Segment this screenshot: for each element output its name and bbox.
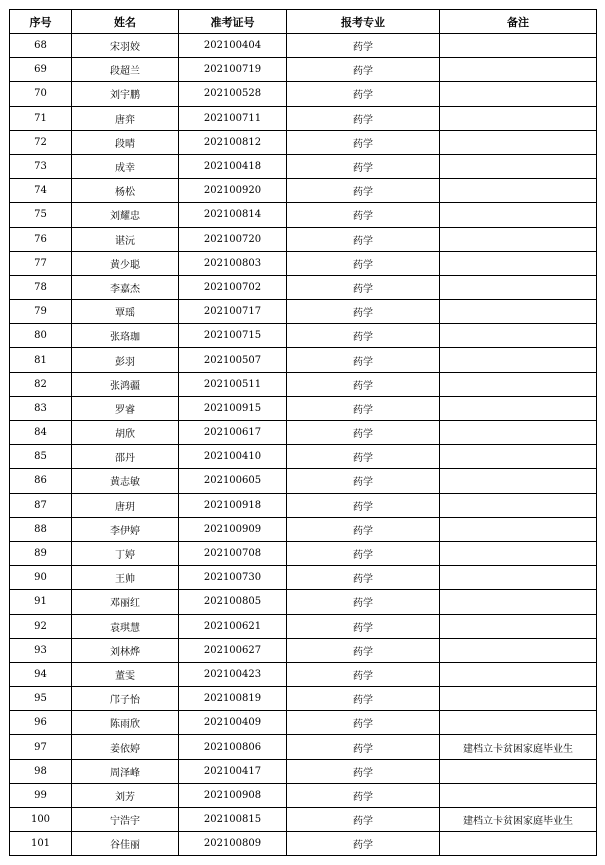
cell-index: 94 [10,662,72,686]
cell-index: 73 [10,154,72,178]
cell-remarks [440,687,597,711]
table-row [10,759,597,783]
cell-name: 成幸 [72,154,179,178]
cell-index: 78 [10,275,72,299]
cell-major: 药学 [287,300,440,324]
header-remarks: 备注 [440,10,597,34]
cell-index: 97 [10,735,72,759]
table-row [10,638,597,662]
cell-exam-number: 202100711 [179,106,287,130]
cell-exam-number: 202100805 [179,590,287,614]
table-row [10,662,597,686]
header-major: 报考专业 [287,10,440,34]
table-row [10,566,597,590]
cell-name: 段晴 [72,130,179,154]
cell-major: 药学 [287,832,440,856]
cell-remarks [440,711,597,735]
cell-major: 药学 [287,493,440,517]
cell-name: 王帅 [72,566,179,590]
table-row [10,324,597,348]
cell-exam-number: 202100915 [179,396,287,420]
cell-exam-number: 202100815 [179,808,287,832]
table-row [10,34,597,58]
cell-remarks [440,421,597,445]
cell-index: 74 [10,179,72,203]
table-row [10,227,597,251]
cell-major: 药学 [287,251,440,275]
table-row [10,517,597,541]
cell-index: 70 [10,82,72,106]
cell-exam-number: 202100702 [179,275,287,299]
header-row [10,10,597,34]
cell-name: 唐弈 [72,106,179,130]
cell-major: 药学 [287,154,440,178]
table-row [10,493,597,517]
table-row [10,783,597,807]
cell-name: 邓丽红 [72,590,179,614]
cell-exam-number: 202100730 [179,566,287,590]
cell-remarks [440,396,597,420]
table-row [10,396,597,420]
cell-remarks [440,541,597,565]
cell-major: 药学 [287,808,440,832]
cell-exam-number: 202100410 [179,445,287,469]
cell-index: 75 [10,203,72,227]
cell-name: 刘林烨 [72,638,179,662]
cell-name: 陈雨欣 [72,711,179,735]
cell-major: 药学 [287,396,440,420]
cell-name: 袁琪慧 [72,614,179,638]
cell-exam-number: 202100528 [179,82,287,106]
cell-name: 覃瑶 [72,300,179,324]
cell-exam-number: 202100404 [179,34,287,58]
cell-remarks [440,662,597,686]
cell-name: 李嘉杰 [72,275,179,299]
cell-name: 丁婷 [72,541,179,565]
cell-exam-number: 202100814 [179,203,287,227]
cell-major: 药学 [287,106,440,130]
table-header [10,10,597,34]
table-row [10,372,597,396]
cell-exam-number: 202100809 [179,832,287,856]
cell-exam-number: 202100507 [179,348,287,372]
cell-name: 罗睿 [72,396,179,420]
cell-exam-number: 202100708 [179,541,287,565]
table-row [10,300,597,324]
cell-exam-number: 202100920 [179,179,287,203]
cell-exam-number: 202100803 [179,251,287,275]
cell-remarks [440,469,597,493]
table-row [10,58,597,82]
cell-remarks [440,638,597,662]
cell-remarks [440,179,597,203]
cell-major: 药学 [287,566,440,590]
cell-major: 药学 [287,638,440,662]
cell-index: 84 [10,421,72,445]
cell-major: 药学 [287,58,440,82]
cell-index: 86 [10,469,72,493]
cell-remarks [440,227,597,251]
cell-remarks [440,783,597,807]
cell-remarks [440,590,597,614]
cell-index: 82 [10,372,72,396]
table-row [10,590,597,614]
cell-remarks [440,445,597,469]
cell-index: 96 [10,711,72,735]
cell-name: 张鸿疆 [72,372,179,396]
cell-name: 刘宇鹏 [72,82,179,106]
table-row [10,421,597,445]
cell-index: 69 [10,58,72,82]
cell-major: 药学 [287,445,440,469]
cell-major: 药学 [287,759,440,783]
cell-name: 谷佳丽 [72,832,179,856]
table-row [10,469,597,493]
cell-name: 黄志敏 [72,469,179,493]
table-row [10,203,597,227]
cell-exam-number: 202100418 [179,154,287,178]
cell-exam-number: 202100621 [179,614,287,638]
cell-name: 姜依婷 [72,735,179,759]
cell-remarks [440,82,597,106]
table-row [10,711,597,735]
cell-name: 周泽峰 [72,759,179,783]
cell-major: 药学 [287,324,440,348]
cell-remarks [440,34,597,58]
cell-major: 药学 [287,735,440,759]
cell-major: 药学 [287,469,440,493]
cell-major: 药学 [287,372,440,396]
header-name: 姓名 [72,10,179,34]
cell-name: 李伊婷 [72,517,179,541]
candidate-table [9,9,597,856]
cell-index: 72 [10,130,72,154]
cell-name: 黄少聪 [72,251,179,275]
table-row [10,154,597,178]
cell-index: 98 [10,759,72,783]
cell-major: 药学 [287,687,440,711]
table-row [10,130,597,154]
cell-exam-number: 202100605 [179,469,287,493]
table-row [10,808,597,832]
cell-exam-number: 202100717 [179,300,287,324]
table-row [10,735,597,759]
table-row [10,179,597,203]
cell-index: 93 [10,638,72,662]
cell-remarks [440,203,597,227]
cell-index: 90 [10,566,72,590]
cell-remarks: 建档立卡贫困家庭毕业生 [440,735,597,759]
cell-major: 药学 [287,541,440,565]
cell-major: 药学 [287,275,440,299]
cell-name: 段超兰 [72,58,179,82]
cell-remarks [440,614,597,638]
cell-major: 药学 [287,130,440,154]
cell-remarks [440,832,597,856]
cell-exam-number: 202100715 [179,324,287,348]
cell-index: 91 [10,590,72,614]
cell-remarks [440,154,597,178]
cell-index: 99 [10,783,72,807]
table-row [10,275,597,299]
cell-remarks [440,372,597,396]
cell-remarks [440,251,597,275]
cell-major: 药学 [287,662,440,686]
cell-name: 宁浩宇 [72,808,179,832]
cell-index: 101 [10,832,72,856]
cell-exam-number: 202100417 [179,759,287,783]
cell-index: 76 [10,227,72,251]
cell-remarks [440,348,597,372]
cell-remarks [440,493,597,517]
cell-index: 92 [10,614,72,638]
cell-index: 100 [10,808,72,832]
cell-remarks [440,300,597,324]
table-row [10,348,597,372]
cell-name: 董雯 [72,662,179,686]
cell-index: 89 [10,541,72,565]
cell-name: 宋羽姣 [72,34,179,58]
cell-index: 87 [10,493,72,517]
header-exam-number: 准考证号 [179,10,287,34]
cell-major: 药学 [287,82,440,106]
table-row [10,82,597,106]
cell-index: 77 [10,251,72,275]
table-row [10,614,597,638]
table-row [10,251,597,275]
cell-name: 邵丹 [72,445,179,469]
cell-name: 刘耀忠 [72,203,179,227]
cell-name: 杨松 [72,179,179,203]
cell-name: 刘芳 [72,783,179,807]
cell-remarks [440,324,597,348]
cell-exam-number: 202100720 [179,227,287,251]
cell-index: 68 [10,34,72,58]
cell-name: 胡欣 [72,421,179,445]
cell-remarks [440,106,597,130]
cell-index: 80 [10,324,72,348]
cell-major: 药学 [287,614,440,638]
table-row [10,541,597,565]
cell-name: 唐玥 [72,493,179,517]
table-row [10,832,597,856]
cell-remarks [440,58,597,82]
table-row [10,106,597,130]
cell-exam-number: 202100617 [179,421,287,445]
cell-remarks [440,759,597,783]
cell-major: 药学 [287,179,440,203]
cell-major: 药学 [287,227,440,251]
cell-exam-number: 202100908 [179,783,287,807]
cell-major: 药学 [287,203,440,227]
cell-exam-number: 202100819 [179,687,287,711]
cell-name: 彭羽 [72,348,179,372]
cell-exam-number: 202100511 [179,372,287,396]
cell-remarks [440,130,597,154]
cell-exam-number: 202100423 [179,662,287,686]
table-row [10,687,597,711]
cell-index: 88 [10,517,72,541]
cell-major: 药学 [287,783,440,807]
cell-remarks: 建档立卡贫困家庭毕业生 [440,808,597,832]
cell-exam-number: 202100918 [179,493,287,517]
cell-exam-number: 202100806 [179,735,287,759]
cell-name: 谌沅 [72,227,179,251]
cell-exam-number: 202100627 [179,638,287,662]
cell-remarks [440,566,597,590]
cell-index: 81 [10,348,72,372]
cell-exam-number: 202100812 [179,130,287,154]
cell-exam-number: 202100409 [179,711,287,735]
cell-major: 药学 [287,517,440,541]
cell-major: 药学 [287,34,440,58]
cell-exam-number: 202100909 [179,517,287,541]
header-index: 序号 [10,10,72,34]
cell-major: 药学 [287,348,440,372]
cell-name: 张珞珈 [72,324,179,348]
cell-index: 79 [10,300,72,324]
cell-exam-number: 202100719 [179,58,287,82]
cell-index: 85 [10,445,72,469]
cell-major: 药学 [287,711,440,735]
cell-index: 83 [10,396,72,420]
table-row [10,445,597,469]
cell-major: 药学 [287,590,440,614]
table-body [10,34,597,856]
cell-remarks [440,517,597,541]
cell-index: 95 [10,687,72,711]
cell-major: 药学 [287,421,440,445]
cell-remarks [440,275,597,299]
cell-name: 邝子怡 [72,687,179,711]
cell-index: 71 [10,106,72,130]
